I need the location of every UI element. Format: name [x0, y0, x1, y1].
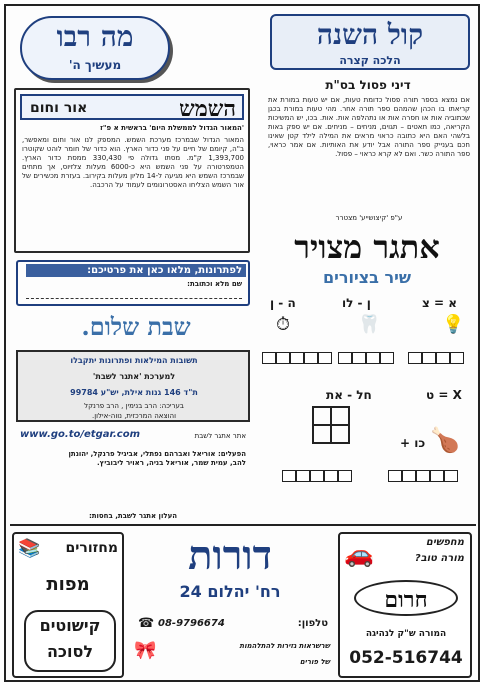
puzzle-hint-2: ן - לו — [342, 296, 371, 310]
answer-cell[interactable] — [324, 470, 338, 482]
sun-title-main: השמש — [179, 96, 236, 122]
driving-ad — [338, 532, 472, 678]
clock-icon: ⏱ — [276, 314, 291, 335]
website-row — [16, 428, 250, 446]
website-link[interactable]: www.go.to/etgar.com — [20, 429, 140, 440]
phone-icon: ☎ — [138, 616, 155, 631]
answer-cell[interactable] — [318, 352, 332, 364]
books-label: מחזורים — [65, 540, 118, 556]
mah-rabu-subtitle: מעשיך ה' — [68, 58, 122, 72]
answer-cell[interactable] — [290, 352, 304, 364]
solutions-form — [16, 260, 250, 306]
phone-row — [138, 616, 328, 634]
halacha-source: ע"פ 'קיצושייע' מצטרר — [335, 214, 403, 222]
solutions-label: לפתרונות, מלאו כאן את פרטיכם: — [26, 264, 246, 277]
name-address-field[interactable] — [26, 298, 242, 299]
answer-cell[interactable] — [262, 352, 276, 364]
answer-grid-4[interactable] — [282, 470, 352, 482]
shabbat-shalom: שבת שלום. — [81, 312, 191, 341]
mah-rabu-banner — [20, 16, 170, 80]
ads-area — [10, 524, 476, 680]
website-label: אתר אתגר לשבת — [194, 432, 246, 440]
ribbon-icon: 🎀 — [134, 640, 157, 661]
kol-hashana-title: קול השנה — [316, 18, 424, 51]
kol-hashana-banner — [270, 14, 470, 70]
durot-ad — [128, 532, 334, 678]
kol-hashana-subtitle: הלכה קצרה — [339, 54, 401, 67]
driving-line-1: מחפשים — [425, 537, 464, 548]
puzzle-row-1 — [262, 294, 476, 372]
tooth-icon: 🦷 — [358, 314, 381, 335]
phone-number[interactable]: 08-9796674 — [158, 618, 225, 629]
editor-line-1: בעריכה: הרב בנימין , הרב פרנקל — [84, 402, 184, 410]
lightbulb-icon: 💡 — [442, 314, 465, 335]
answer-cell[interactable] — [352, 352, 366, 364]
puzzle-hint-6: כו + — [400, 436, 426, 450]
answer-cell[interactable] — [310, 470, 324, 482]
answer-cell[interactable] — [338, 470, 352, 482]
books-ad — [12, 532, 124, 678]
window-icon — [312, 406, 350, 444]
mail-info-box — [16, 350, 250, 422]
answer-cell[interactable] — [304, 352, 318, 364]
answer-cell[interactable] — [422, 352, 436, 364]
sun-intro: 'המאור הגדול לממשלת היום' בראשית א פ"ז — [100, 124, 244, 132]
gifts-sub: של פורים — [299, 658, 330, 666]
answer-cell[interactable] — [338, 352, 352, 364]
answer-cell[interactable] — [436, 352, 450, 364]
etgar-title: אתגר מצויר — [294, 228, 440, 266]
etgar-subtitle: שיר בציורים — [323, 268, 411, 287]
puzzle-hint-4: חל - את — [326, 388, 372, 402]
answer-cell[interactable] — [380, 352, 394, 364]
answer-cell[interactable] — [276, 352, 290, 364]
sun-title-bar — [20, 94, 244, 120]
answer-cell[interactable] — [416, 470, 430, 482]
decor-line-1: קישוטים — [39, 616, 101, 635]
halacha-text: אם נמצא בספר תורה פסול כדומת טעות, אם יש טעות במורת את קריאתו בו הכהן שהמהם ספר תורה אחר. מהי טעות במורת בכגן שכתוביה אות או חסרה אות או נתהלפה אות. אות. בכו, יש המשיכות הקריאה, כמו תאטים – תגוים, מניחים – מניחים. אם יש ספק באות בלשהי האם היא כתובה כראוי מראים את המילה לילד קטן שאינו חכם בענייק ספר התורה אבל יודע את האותיות. אם אמר כראוי, ספר התורה כשר. ואם לא קרא כראוי – פסול. — [268, 96, 470, 158]
car-icon: 🚗 — [344, 540, 374, 568]
books-icon: 📚 — [18, 538, 41, 559]
answer-cell[interactable] — [402, 470, 416, 482]
answer-grid-1[interactable] — [262, 352, 332, 364]
driving-teacher: המורה ש"ק לנהיגה — [365, 629, 447, 639]
answer-cell[interactable] — [444, 470, 458, 482]
halacha-heading: דיני פסול בס"ת — [325, 78, 411, 92]
maps-label: מפות — [46, 574, 90, 595]
decor-line-2: לסוכה — [46, 642, 94, 661]
answer-cell[interactable] — [430, 470, 444, 482]
driving-brand: חרום — [354, 580, 458, 616]
puzzle-hint-3: א = צ — [422, 296, 457, 310]
mail-line-3: ת"ד 146 גנות אילת, יש"ע 99784 — [70, 388, 198, 397]
gifts-label: שרשראות גזירות להתלהמות — [239, 642, 330, 650]
driving-phone[interactable]: 052-516744 — [349, 648, 463, 668]
answer-grid-2[interactable] — [338, 352, 394, 364]
answer-cell[interactable] — [366, 352, 380, 364]
puzzle-hint-1: ה - ן — [270, 296, 296, 310]
editor-line-2: והוצאה המרכזית, נווה-אילון. — [91, 412, 177, 420]
newsletter-page — [4, 4, 480, 682]
answer-cell[interactable] — [282, 470, 296, 482]
durot-address: רח' יהלום 24 — [179, 582, 281, 601]
puzzle-hint-5: X = ט — [426, 388, 462, 402]
sun-section — [14, 88, 250, 253]
answer-cell[interactable] — [388, 470, 402, 482]
roast-chicken-icon: 🍗 — [430, 426, 460, 454]
mail-line-1: תשובות המילאות ופתרונות יתקבלו — [70, 356, 198, 365]
answer-cell[interactable] — [296, 470, 310, 482]
durot-title: דורות — [188, 532, 272, 579]
driving-line-2: מורה טוב? — [414, 553, 464, 564]
sun-title-sub: אור וחום — [30, 100, 88, 116]
mail-line-2: למערכת 'אתגר לשבת' — [92, 372, 176, 381]
sun-body: המאור הגדול שבמרכז מערכת השמש. המספק לנו אור וחום ומאפשר, ב"ה, קיומם של חיים על פני כדור הארץ. הוא כדור של חומר לוהט שקוטרו 1,393,700 ק"מ. מסתו גדולה פי 330,430 ממסת כדור הארץ. הטמפרטורה על פני השמש היא כ-6000 מעלות צלזיוס, אך מתחים שבמרכז השמש היא מגיעה ל-14 מליון מעלות בקירוב. בעזרת מכשירים של אור השמש הצליחו האסטרונומים לעמוד על הרכבה. — [22, 136, 244, 189]
answer-grid-3[interactable] — [408, 352, 464, 364]
answer-cell[interactable] — [450, 352, 464, 364]
mah-rabu-title: מה רבו — [56, 20, 134, 53]
footer-note: העלון אתגר לשבת, בחסות: — [88, 512, 178, 520]
decor-box — [24, 610, 116, 672]
name-address-label: שם מלא וכתובת: — [187, 280, 242, 288]
phone-label: טלפון: — [297, 618, 328, 629]
answer-grid-5[interactable] — [388, 470, 458, 482]
puzzle-row-2 — [262, 386, 476, 506]
answer-cell[interactable] — [408, 352, 422, 364]
thanks-text: הפעלים: אוריאל ואברהם נפתלי, אביגיל פרנקל, יהונתן להב, עמית שמר, אוריאל בניה, ראויר ליבוביץ. — [68, 450, 246, 467]
